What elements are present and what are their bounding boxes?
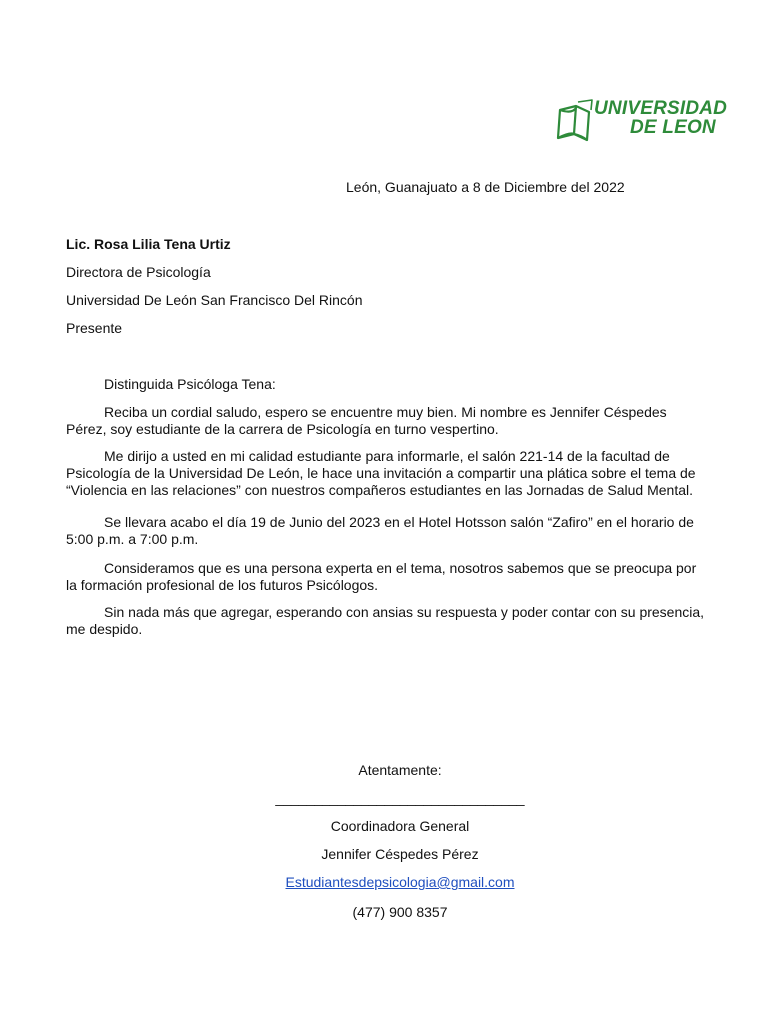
body-paragraph-4: Consideramos que es una persona experta en el tema, nosotros sabemos que se preocupa por la formación profesional de los futuros Psicólogos.: [66, 560, 697, 593]
signature-line: ________________________________: [275, 790, 525, 806]
body-paragraph-3: Se llevara acabo el día 19 de Junio del 2023 en el Hotel Hotsson salón “Zafiro” en el horario de 5:00 p.m. a 7:00 p.m.: [66, 514, 694, 547]
date-line: León, Guanajuato a 8 de Diciembre del 2022: [346, 179, 625, 195]
signer-name: Jennifer Céspedes Pérez: [321, 846, 479, 862]
open-book-icon: [558, 100, 592, 140]
logo-line-1: UNIVERSIDAD: [594, 98, 728, 119]
salutation: Distinguida Psicóloga Tena:: [104, 376, 276, 392]
recipient-presente: Presente: [66, 320, 123, 336]
email-link[interactable]: Estudiantesdepsicologia@gmail.com: [285, 874, 515, 890]
body-paragraph-5: Sin nada más que agregar, esperando con ansias su respuesta y poder contar con su presencia, me despido.: [66, 604, 705, 637]
logo-wordmark: [594, 99, 727, 137]
recipient-name: Lic. Rosa Lilia Tena Urtiz: [66, 236, 231, 252]
signer-role: Coordinadora General: [330, 818, 470, 834]
body-paragraph-2: Me dirijo a usted en mi calidad estudiante para informarle, el salón 221-14 de la facultad de Psicología de la Universidad De León, le hace una invitación a compartir una plática sobre el tema de “Violencia en las relaciones” con nuestros compañeros estudiantes en las Jornadas de Salud Mental.: [66, 448, 696, 498]
body-paragraph-1: Reciba un cordial saludo, espero se encuentre muy bien. Mi nombre es Jennifer Céspedes Pérez, soy estudiante de la carrera de Psicología en turno vespertino.: [66, 404, 667, 437]
recipient-institution: Universidad De León San Francisco Del Rincón: [66, 292, 363, 308]
logo-line-2: DE LEON: [630, 117, 716, 138]
recipient-title: Directora de Psicología: [66, 264, 211, 280]
phone-number: (477) 900 8357: [352, 904, 448, 920]
closing: Atentamente:: [358, 762, 442, 778]
